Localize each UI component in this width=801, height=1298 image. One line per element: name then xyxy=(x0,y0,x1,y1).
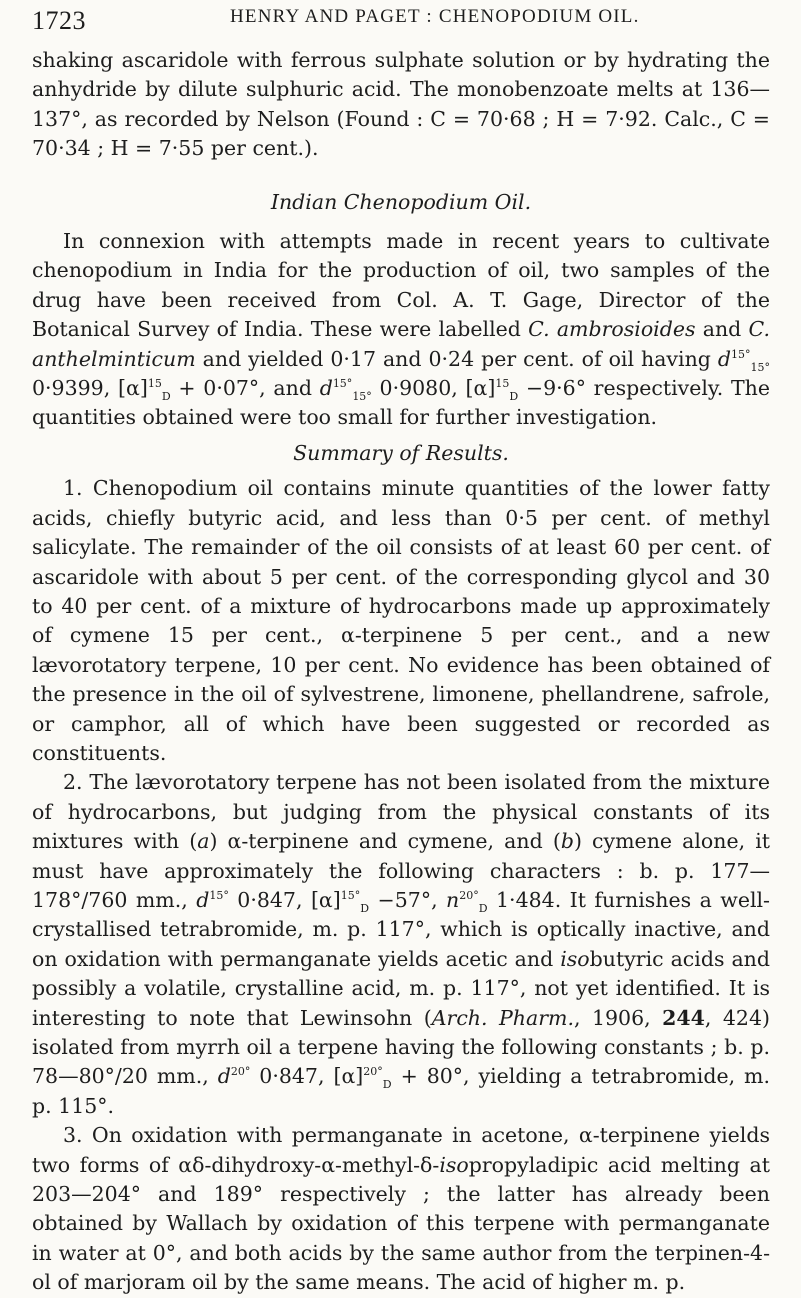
section-heading-indian-oil: Indian Chenopodium Oil. xyxy=(270,189,532,214)
paragraph-summary-2: 2. The lævorotatory terpene has not been isolated from the mixture of hydrocarbons, but judging from the physical constants of its mixtures with (a) α-terpinene and cymene, and (b) cymene alone, it must have approximately the following characters : b. p. 177—178°/760 mm., $d^{15^\circ}$ 0·847, $[\alpha]^{15^\circ}_D -57^\circ$, $n^{20^\circ}_D$ 1·484. It furnishes a well-crystallised tetrabromide, m. p. 117°, which is optically inactive, and on oxidation with permanganate yields acetic and isobutyric acids and possibly a volatile, crystalline acid, m. p. 117°, not yet identified. It is interesting to note that Lewinsohn (Arch. Pharm., 1906, 244, 424) isolated from myrrh oil a terpene having the following constants ; b. p. 78—80°/20 mm., $d^{20^\circ}$ 0·847, $[\alpha]^{20^\circ}_D + 80^\circ$, yielding a tetrabromide, m. p. 115°. xyxy=(32,770,770,1118)
species-name: C. ambrosioides xyxy=(528,317,696,342)
running-title: HENRY AND PAGET : CHENOPODIUM OIL. xyxy=(230,6,640,27)
running-header xyxy=(0,6,801,38)
paragraph-summary-1: 1. Chenopodium oil contains minute quantities of the lower fatty acids, chiefly butyric acid, and less than 0·5 per cent. of methyl salicylate. The remainder of the oil consists of at least 60 per cent. of ascaridole with about 5 per cent. of the corresponding glycol and 30 to 40 per cent. of a mixture of hydrocarbons made up approximately of cymene 15 per cent., α-terpinene 5 per cent., and a new lævorotatory terpene, 10 per cent. No evidence has been obtained of the presence in the oil of sylvestrene, limonene, phellandrene, safrole, or camphor, all of which have been suggested or recorded as constituents. xyxy=(32,476,770,765)
refractive-index-symbol: $n^{20^\circ}_D$ xyxy=(446,887,488,916)
paragraph-continuation: shaking ascaridole with ferrous sulphate solution or by hydrating the anhydride by dilute sulphuric acid. The monobenzoate melts at 136—137°, as recorded by Nelson (Found : C = 70·68 ; H = 7·92. Calc., C = 70·34 ; H = 7·55 per cent.). xyxy=(32,48,770,161)
density-symbol: $d^{15^\circ}_{15^\circ}$ xyxy=(319,376,372,404)
rotation-symbol: $[\alpha]^{20^\circ}_D$ xyxy=(333,1064,392,1092)
page-number: 1723 xyxy=(32,6,86,35)
density-symbol: $d^{15^\circ}_{15^\circ}$ xyxy=(717,346,770,374)
paragraph-indian-oil: In connexion with attempts made in recent years to cultivate chenopodium in India for the production of oil, two samples of the drug have been received from Col. A. T. Gage, Director of the Botanical Survey of India. These were labelled C. ambrosioides and C. anthelminticum and yielded 0·17 and 0·24 per cent. of oil having $d^{15^\circ}_{15^\circ}$ 0·9399, $[\alpha]^{15}_D + 0\cdot 07^\circ$, and $d^{15^\circ}_{15^\circ}$ 0·9080, $[\alpha]^{15}_D -9\cdot 6^\circ$ respectively. The quantities obtained were too small for further investigation. xyxy=(32,229,771,430)
rotation-symbol: $[\alpha]^{15}_D$ xyxy=(465,376,519,404)
paragraph-summary-3: 3. On oxidation with permanganate in acetone, α-terpinene yields two forms of αδ-dihydroxy-α-methyl-δ-isopropyladipic acid melting at 203—204° and 189° respectively ; the latter has already been obtained by Wallach by oxidation of this terpene with permanganate in water at 0°, and both acids by the same author from the terpinen-4-ol of marjoram oil by the same means. The acid of higher m. p. xyxy=(32,1123,770,1295)
species-name: C. anthelminticum xyxy=(32,317,770,371)
rotation-symbol: $[\alpha]^{15}_D$ xyxy=(117,376,171,404)
journal-reference: Arch. Pharm. xyxy=(431,1005,574,1030)
section-heading-summary: Summary of Results. xyxy=(293,440,509,465)
article-body xyxy=(32,46,770,1298)
density-symbol: $d^{15^\circ}$ xyxy=(196,887,229,912)
density-symbol: $d^{20^\circ}$ xyxy=(217,1064,251,1089)
rotation-symbol: $[\alpha]^{15^\circ}_D$ xyxy=(310,887,370,916)
